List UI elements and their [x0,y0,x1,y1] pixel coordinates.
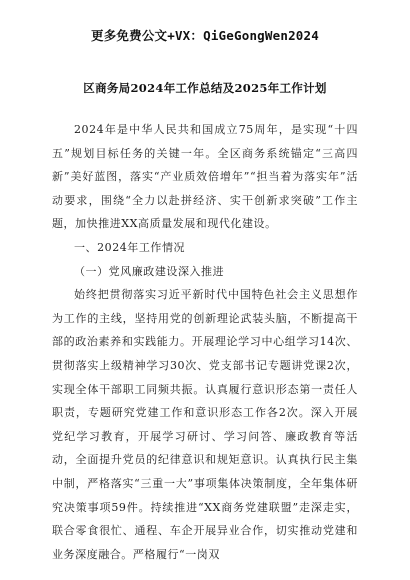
intro-paragraph: 2024年是中华人民共和国成立75周年，是实现“十四五”规划目标任务的关键一年。全区商务系统锚定“三高四新”美好蓝图，落实“产业质效倍增年”“担当着为落实年”活动要求，围绕“全力以赴拼经济、实干创新求突破”工作主题，加快推进XX高质量发展和现代化建设。 [52,123,358,231]
subsection-heading: （一）党风廉政建设深入推进 [74,264,225,278]
document-body [52,118,358,566]
body-paragraph: 始终把贯彻落实习近平新时代中国特色社会主义思想作为工作的主线，坚持用党的创新理论武装头脑，不断提高干部的政治素养和实践能力。开展理论学习中心组学习14次、贯彻落实上级精神学习30次、党支部书记专题讲党课2次，实现全体干部职工同频共振。认真履行意识形态第一责任人职责，专题研究党建工作和意识形态工作各2次。深入开展党纪学习教育，开展学习研讨、学习问答、廉政教育等活动，全面提升党员的纪律意识和规矩意识。认真执行民主集中制，严格落实“三重一大”事项集体决策制度，全年集体研究决策事项59件。持续推进“XX商务党建联盟”走深走实，联合零食很忙、通程、车企开展异业合作，切实推动党建和业务深度融合。严格履行“一岗双 [52,288,358,561]
section-heading: 一、2024年工作情况 [74,240,186,254]
document-title: 区商务局2024年工作总结及2025年工作计划 [83,81,327,95]
promo-banner: 更多免费公文+VX：QiGeGongWen2024 [91,28,319,43]
